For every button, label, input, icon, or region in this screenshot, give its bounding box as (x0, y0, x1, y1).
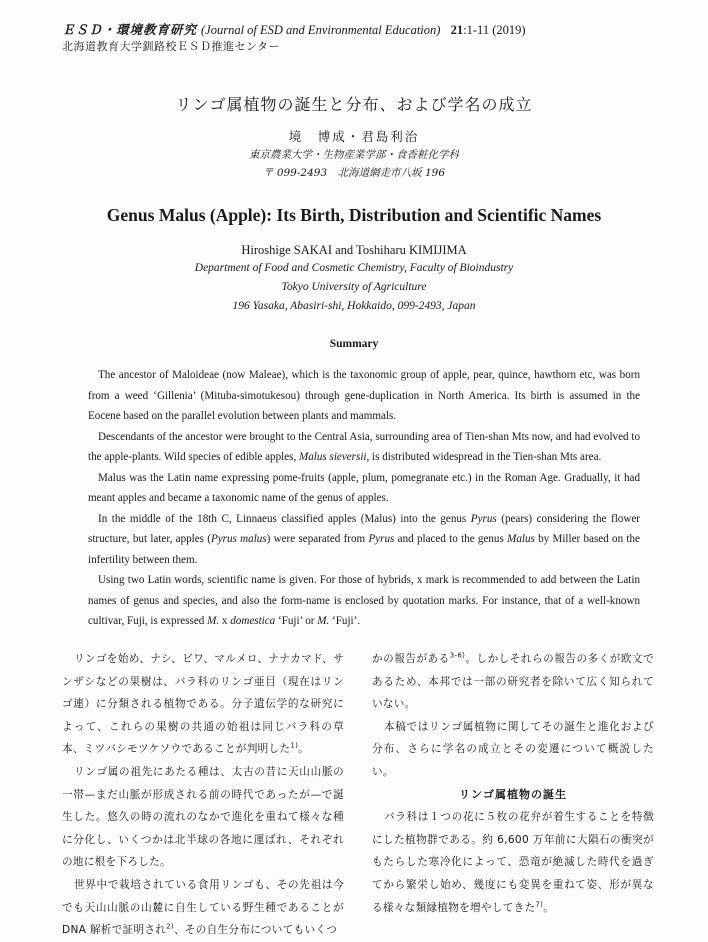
summary-paragraph-2: Descendants of the ancestor were brought to the Central Asia, surrounding area of Tien-shan Mts now, and had evolved to the apple-plants. Wild species of edible apples, Malus sieversii, is distributed widespread in the Tien-shan Mts area. (88, 430, 640, 463)
body-paragraph: バラ科は１つの花に５枚の花弁が着生することを特徴にした植物群である。約 6,600 万年前に大隕石の衝突がもたらした寒冷化によって、恐竜が絶滅した時代を過ぎてから繁栄し始め、幾度にも変異を重ねて姿、形が異なる様々な類縁植物を増やしてきた$^{7)}$。 (372, 811, 654, 914)
publisher-line: 北海道教育大学釧路校ＥＳＤ推進センター (62, 40, 281, 53)
body-paragraph: 世界中で栽培されている食用リンゴも、その先祖は今でも天山山脈の山麓に自生している野生種であることがDNA 解析で証明され$^{2)}$、その自生分布についてもいくつ (62, 878, 344, 937)
body-paragraph: リンゴ属の祖先にあたる種は、太古の昔に天山山脈の一帯—まだ山脈が形成される前の時代であったが—で誕生した。悠久の時の流れのなかで進化を重ねて様々な種に分化し、いくつかは北半球の各地に運ばれ、それぞれの地に根を下ろした。 (62, 765, 344, 869)
affiliation-english-3: 196 Yasaka, Abasiri-shi, Hokkaido, 099-2493, Japan (232, 300, 476, 312)
section-heading: リンゴ属植物の誕生 (459, 787, 567, 801)
journal-esd-label: ＥＳＤ・環境教育研究 (62, 22, 198, 37)
summary-paragraph-1: The ancestor of Maloideae (now Maleae), which is the taxonomic group of apple, pear, quince, hawthorn etc, was born from a weed ‘Gillenia’ (Mituba-simotukesou) through gene-duplication in North America. Its birth is assumed in the Eocene based on the parallel evolution between plants and mammals. (88, 369, 640, 422)
journal-header (62, 20, 526, 38)
affiliation-english-2: Tokyo University of Agriculture (281, 281, 427, 293)
affiliation-japanese-2: 〒 099-2493 北海道網走市八坂 196 (262, 167, 446, 179)
journal-volume: 21:1-11 (2019) (450, 23, 526, 37)
journal-name: (Journal of ESD and Environmental Education) (201, 23, 441, 37)
body-paragraph: かの報告がある$^{3-6)}$。しかしそれらの報告の多くが欧文であるため、本邦では一部の研究者を除いて広く知られていない。 (372, 651, 654, 711)
body-paragraph: リンゴを始め、ナシ、ビワ、マルメロ、ナナカマド、サンザシなどの果樹は、バラ科のリンゴ亜目（現在はリンゴ連）に分類される植物である。分子遺伝学的な研究によって、これらの果樹の共通の始祖は同じバラ科の草本、ミツバシモツケソウであることが判明した$^{1)}$。 (62, 653, 344, 756)
authors-english: Hiroshige SAKAI and Toshiharu KIMIJIMA (241, 243, 467, 257)
body-column-right (372, 648, 654, 919)
summary-paragraph-4: In the middle of the 18th C, Linnaeus classified apples (Malus) into the genus Pyrus (pears) considering the flower structure, but later, apples (Pyrus malus) were separated from Pyrus and placed to the genus Malus by Miller based on the infertility between them. (88, 512, 640, 566)
title-english: Genus Malus (Apple): Its Birth, Distribution and Scientific Names (106, 205, 602, 225)
body-paragraph: 本稿ではリンゴ属植物に関してその誕生と進化および分布、さらに学名の成立とその変遷について概説したい。 (372, 720, 654, 778)
affiliation-english-1: Department of Food and Cosmetic Chemistry, Faculty of Bioindustry (194, 262, 514, 274)
affiliation-japanese-1: 東京農業大学・生物産業学部・食香粧化学科 (249, 149, 459, 161)
authors-japanese: 境 博成・君島利治 (288, 129, 420, 144)
title-japanese: リンゴ属植物の誕生と分布、および学名の成立 (175, 95, 533, 114)
summary-paragraph-5: Using two Latin words, scientific name is given. For those of hybrids, x mark is recommended to add between the Latin names of genus and species, and also the form-name is enclosed by quotation marks. For instance, that of a well-known cultivar, Fuji, is expressed M. x domestica ‘Fuji’ or M. ‘Fuji’. (88, 574, 640, 627)
summary-body (88, 365, 640, 632)
body-column-left (62, 648, 344, 942)
summary-heading: Summary (329, 338, 379, 350)
summary-paragraph-3: Malus was the Latin name expressing pome-fruits (apple, plum, pomegranate etc.) in the Roman Age. Gradually, it had meant apples and became a taxonomic name of the genus of apples. (88, 471, 640, 504)
